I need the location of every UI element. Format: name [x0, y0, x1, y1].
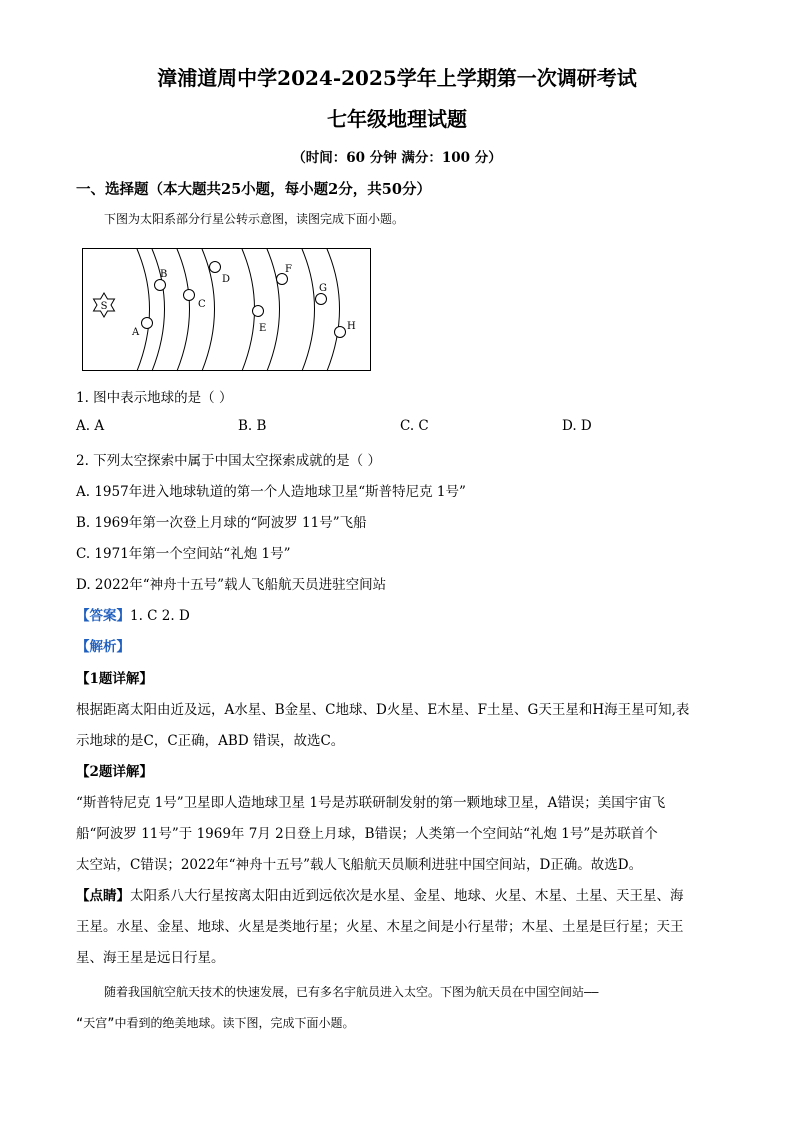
detail-1-label: 【1题详解】 — [76, 671, 153, 687]
question-1-option-a: A. A — [76, 418, 105, 434]
orbit-saturn — [267, 249, 280, 371]
exam-title: 漳浦道周中学2024-2025学年上学期第一次调研考试 — [157, 66, 637, 90]
orbit-venus — [152, 249, 168, 371]
planet-h-label: H — [347, 321, 356, 332]
orbit-neptune — [327, 249, 340, 371]
answer-line — [76, 604, 190, 624]
planet-a-label: A — [132, 327, 140, 338]
detail-2-line-3: 太空站，C错误；2022年“神舟十五号”载人飞船航天员顺利进驻中国空间站，D正确。故选D。 — [76, 857, 643, 873]
question-2-stem: 2. 下列太空探索中属于中国太空探索成就的是（ ） — [76, 453, 381, 469]
tip-line-2: 王星。水星、金星、地球、火星是类地行星；火星、木星之间是小行星带；木星、土星是巨行星；天王 — [76, 919, 684, 935]
question-group-intro: 下图为太阳系部分行星公转示意图，读图完成下面小题。 — [104, 212, 405, 226]
answer-label: 【答案】 — [76, 608, 130, 624]
question-1-option-d: D. D — [562, 418, 592, 434]
question-1-option-b: B. B — [238, 418, 267, 434]
question-2-option-d: D. 2022年“神舟十五号”载人飞船航天员进驻空间站 — [76, 577, 387, 593]
question-group-2-intro-line-2: “天宫”中看到的绝美地球。读下图，完成下面小题。 — [76, 1016, 355, 1030]
planet-c-marker — [184, 290, 195, 301]
tip-line-3: 星、海王星是远日行星。 — [76, 950, 225, 966]
question-1-stem: 1. 图中表示地球的是（ ） — [76, 390, 233, 406]
exam-subtitle: 七年级地理试题 — [327, 107, 467, 131]
planet-f-label: F — [285, 264, 292, 275]
question-group-2-intro-line-1: 随着我国航空航天技术的快速发展，已有多名宇航员进入太空。下图为航天员在中国空间站—— — [104, 985, 599, 999]
question-2-option-c: C. 1971年第一个空间站“礼炮 1号” — [76, 546, 291, 562]
planet-e-label: E — [259, 323, 267, 334]
planet-c-label: C — [198, 299, 206, 310]
sun-label: S — [100, 301, 108, 312]
orbit-earth — [177, 249, 190, 371]
planet-b-marker — [155, 280, 166, 291]
figure-frame — [83, 249, 371, 371]
planet-g-label: G — [319, 283, 327, 294]
section-heading: 一、选择题（本大题共25小题，每小题2分，共50分） — [76, 181, 431, 198]
orbit-uranus — [302, 249, 315, 371]
question-1-option-c: C. C — [400, 418, 429, 434]
detail-2-label: 【2题详解】 — [76, 764, 153, 780]
planet-b-label: B — [160, 269, 168, 280]
tip-line-1 — [76, 884, 684, 904]
tip-text-1: 太阳系八大行星按离太阳由近到远依次是水星、金星、地球、火星、木星、土星、天王星、海 — [130, 888, 684, 904]
question-2-option-a: A. 1957年进入地球轨道的第一个人造地球卫星“斯普特尼克 1号” — [76, 484, 466, 500]
planet-h-marker — [335, 327, 346, 338]
planet-f-marker — [277, 274, 288, 285]
detail-2-line-2: 船“阿波罗 11号”于 1969年 7月 2日登上月球，B错误；人类第一个空间站“礼炮 1号”是苏联首个 — [76, 826, 658, 842]
exam-info: （时间：60 分钟 满分：100 分） — [292, 150, 502, 166]
planet-g-marker — [316, 294, 327, 305]
planet-d-label: D — [222, 274, 231, 285]
answer-text: 1. C 2. D — [130, 608, 190, 624]
tip-label: 【点睛】 — [76, 888, 130, 904]
analysis-label: 【解析】 — [76, 639, 130, 655]
planet-a-marker — [142, 318, 153, 329]
detail-2-line-1: “斯普特尼克 1号”卫星即人造地球卫星 1号是苏联研制发射的第一颗地球卫星，A错误；美国宇宙飞 — [76, 795, 666, 811]
planet-d-marker — [210, 262, 221, 273]
solar-system-figure — [82, 248, 372, 372]
orbit-lines — [137, 249, 340, 371]
orbit-mercury — [137, 249, 150, 371]
planet-markers — [142, 262, 346, 338]
detail-1-line-1: 根据距离太阳由近及远，A水星、B金星、C地球、D火星、E木星、F土星、G天王星和H海王星可知,表 — [76, 702, 690, 718]
planet-e-marker — [253, 306, 264, 317]
detail-1-line-2: 示地球的是C，C正确，ABD 错误，故选C。 — [76, 733, 345, 749]
question-2-option-b: B. 1969年第一次登上月球的“阿波罗 11号”飞船 — [76, 515, 367, 531]
